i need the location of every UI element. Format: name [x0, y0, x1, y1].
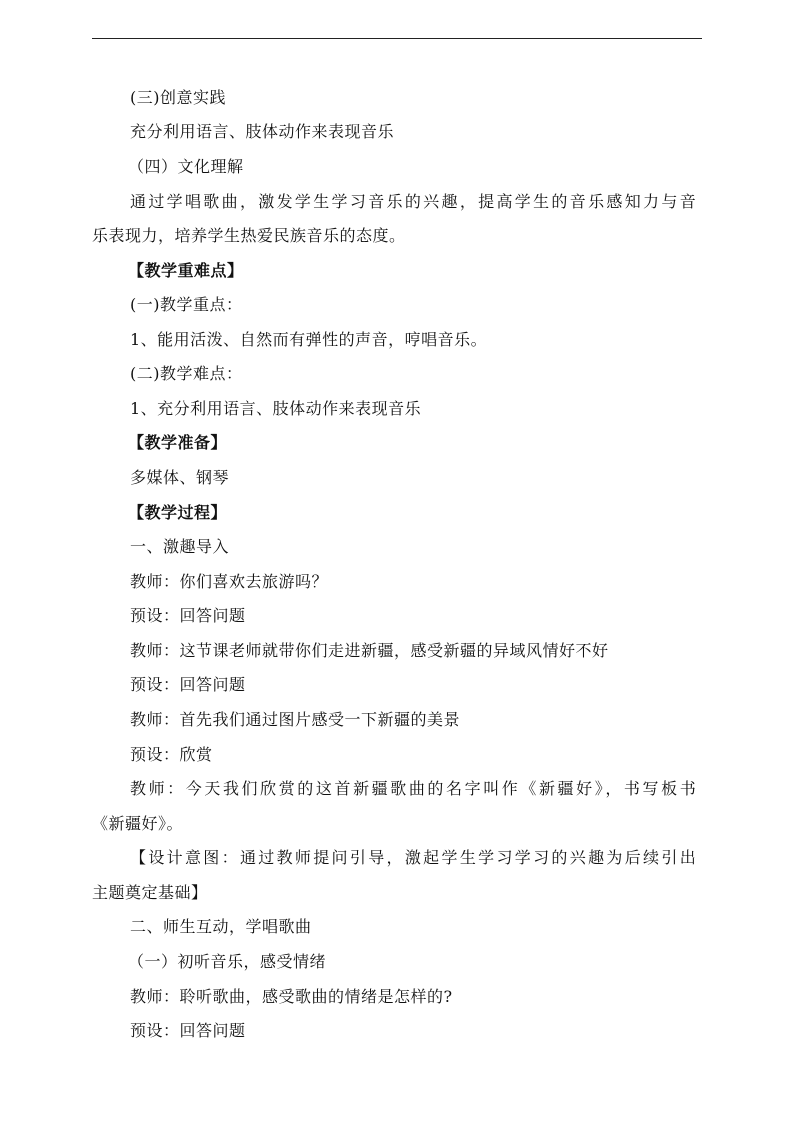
- paragraph-text: 通过学唱歌曲，激发学生学习音乐的兴趣，提高学生的音乐感知力与音: [130, 192, 696, 211]
- dialogue-line: 教师：首先我们通过图片感受一下新疆的美景: [130, 710, 461, 729]
- dialogue-line: 预设：回答问题: [130, 675, 246, 694]
- dialogue-line: 教师：今天我们欣赏的这首新疆歌曲的名字叫作《新疆好》，书写板书: [130, 779, 696, 798]
- subheading-interaction: 二、师生互动，学唱歌曲: [130, 917, 312, 936]
- paragraph-text: 乐表现力，培养学生热爱民族音乐的态度。: [92, 226, 406, 245]
- section-creative-practice: (三)创意实践: [130, 88, 226, 107]
- heading-key-difficult-points: 【教学重难点】: [128, 261, 244, 280]
- heading-teaching-process: 【教学过程】: [128, 503, 228, 522]
- heading-teaching-preparation: 【教学准备】: [128, 433, 228, 452]
- paragraph-text: 多媒体、钢琴: [130, 468, 230, 487]
- design-intent: 主题奠定基础】: [92, 883, 208, 902]
- design-intent: 【设计意图：通过教师提问引导，激起学生学习学习的兴趣为后续引出: [130, 848, 696, 867]
- paragraph-text: 充分利用语言、肢体动作来表现音乐: [130, 122, 395, 141]
- dialogue-line: 教师：这节课老师就带你们走进新疆，感受新疆的异域风情好不好: [130, 641, 609, 660]
- subheading-first-listen: （一）初听音乐，感受情绪: [128, 952, 327, 971]
- list-item: 1、充分利用语言、肢体动作来表现音乐: [130, 399, 422, 418]
- header-rule: [92, 38, 702, 39]
- section-cultural-understanding: （四）文化理解: [128, 157, 244, 176]
- dialogue-line: 预设：回答问题: [130, 606, 246, 625]
- dialogue-line: 预设：回答问题: [130, 1021, 246, 1040]
- dialogue-line: 教师：聆听歌曲，感受歌曲的情绪是怎样的?: [130, 987, 453, 1006]
- dialogue-line: 教师：你们喜欢去旅游吗？: [130, 572, 329, 591]
- subheading-key-points: (一)教学重点：: [130, 295, 243, 314]
- dialogue-line: 预设：欣赏: [130, 745, 213, 764]
- subheading-difficult-points: (二)教学难点：: [130, 364, 243, 383]
- list-item: 1、能用活泼、自然而有弹性的声音，哼唱音乐。: [130, 330, 488, 349]
- subheading-introduction: 一、激趣导入: [130, 537, 230, 556]
- dialogue-line: 《新疆好》。: [92, 814, 184, 833]
